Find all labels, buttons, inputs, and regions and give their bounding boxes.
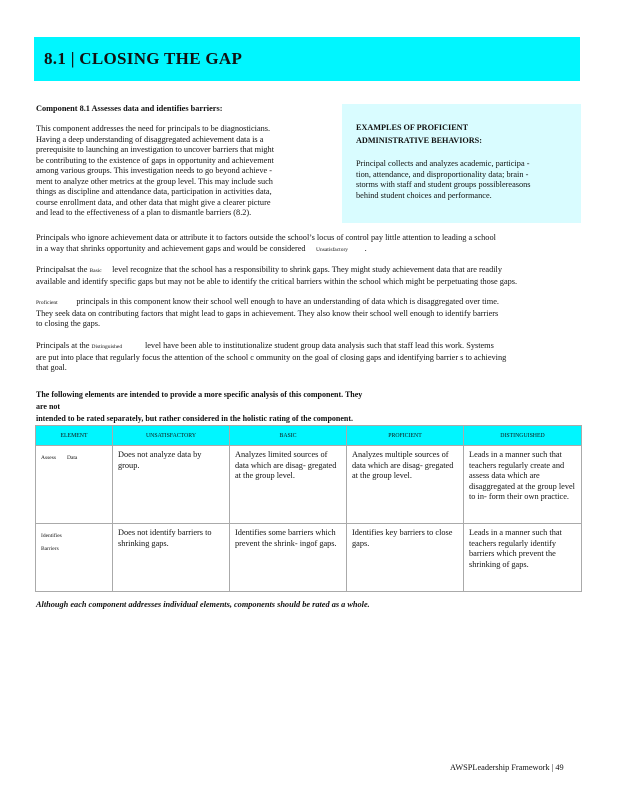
examples-body bbox=[356, 159, 567, 201]
para-line: They seek data on contributing factors that might lead to gaps in achievement. They also know their school well enough to identify barriers bbox=[36, 308, 499, 318]
intro-line: be contributing to the existence of gaps in opportunity and achievement bbox=[36, 155, 274, 165]
cell-basic: Identifies some barriers which prevent the shrink- ingof gaps. bbox=[230, 524, 347, 592]
para-line bbox=[36, 244, 586, 256]
para-line: Principals who ignore achievement data or attribute it to factors outside the school’s locus of control pay little attention to leading a school bbox=[36, 233, 496, 242]
para-text: level have been able to institutionalize student group data analysis such that staff lead this work. Systems bbox=[144, 341, 494, 350]
para-line: available and identify specific gaps but may not be able to identify the critical barriers within the school which might be perpetuating those gaps. bbox=[36, 276, 518, 286]
level-unsatisfactory: Unsatisfactory bbox=[315, 246, 349, 253]
examples-line: behind student choices and performance. bbox=[356, 190, 492, 200]
element-cell bbox=[36, 524, 113, 592]
footer-note: Although each component addresses individual elements, components should be rated as a whole. bbox=[36, 600, 370, 609]
para-text: level recognize that the school has a responsibility to shrink gaps. They might study achievement data that are readily bbox=[112, 265, 502, 274]
header-distinguished: DISTINGUISHED bbox=[464, 426, 582, 446]
intro-line: course enrollment data, and other data that might give a clearer picture bbox=[36, 197, 271, 207]
element-label: Assess Data bbox=[41, 455, 78, 461]
para-line: that goal. bbox=[36, 363, 67, 372]
header-basic: BASIC bbox=[230, 426, 347, 446]
examples-line: storms with staff and student groups possiblereasons bbox=[356, 180, 531, 189]
elements-note-line: The following elements are intended to provide a more specific analysis of this component. They are not bbox=[36, 390, 363, 411]
para-text: in a way that shrinks opportunity and achievement gaps and would be considered bbox=[36, 243, 306, 253]
para-line: are put into place that regularly focus the attention of the school c ommunity on the goal of closing gaps and identifying barrier s to achieving bbox=[36, 352, 507, 362]
header-element: ELEMENT bbox=[36, 426, 113, 446]
intro-line: things as discipline and attendance data, participation in activities data, bbox=[36, 187, 272, 196]
examples-title-line: EXAMPLES OF PROFICIENT bbox=[356, 123, 469, 132]
cell-distinguished: Leads in a manner such that teachers regularly create and assess data which are disaggregated at the group level to in- form their own practice. bbox=[464, 446, 582, 524]
intro-line: This component addresses the need for principals to be diagnosticians. bbox=[36, 124, 271, 133]
examples-box bbox=[342, 104, 581, 223]
cell-unsatisfactory: Does not analyze data by group. bbox=[113, 446, 230, 524]
para-line bbox=[36, 265, 586, 277]
elements-note-line: intended to be rated separately, but rather considered in the holistic rating of the component. bbox=[36, 414, 354, 423]
level-proficient: Proficient bbox=[36, 300, 58, 306]
intro-line: prerequisite to launching an investigation to uncover barriers that might bbox=[36, 145, 275, 154]
examples-line: tion, attendance, and disproportionality data; brain - bbox=[356, 169, 529, 179]
header-unsatisfactory: UNSATISFACTORY bbox=[113, 426, 230, 446]
table-header-row bbox=[36, 426, 582, 446]
examples-line: Principal collects and analyzes academic, participa - bbox=[356, 159, 530, 168]
para-line bbox=[36, 341, 586, 353]
cell-distinguished: Leads in a manner such that teachers regularly identify barriers which prevent the shrinking of gaps. bbox=[464, 524, 582, 592]
intro-line: ment to analyze other metrics at the group level. This may include such bbox=[36, 176, 273, 186]
table-row bbox=[36, 524, 582, 592]
element-cell bbox=[36, 446, 113, 524]
paragraph-unsatisfactory bbox=[36, 233, 586, 255]
para-line bbox=[36, 297, 586, 309]
header-proficient: PROFICIENT bbox=[347, 426, 464, 446]
section-title: 8.1 | CLOSING THE GAP bbox=[44, 49, 243, 68]
para-text: principals in this component know their school well enough to have an understanding of data which is disaggregated over time. bbox=[76, 297, 499, 306]
para-text: Principalsat the bbox=[36, 265, 88, 274]
elements-note bbox=[36, 389, 366, 425]
level-basic: Basic bbox=[89, 268, 102, 274]
intro-line: among various groups. This investigation needs to go beyond achieve - bbox=[36, 166, 273, 175]
para-text: . bbox=[364, 243, 367, 253]
table-row bbox=[36, 446, 582, 524]
page-footer: AWSPLeadership Framework | 49 bbox=[450, 763, 564, 772]
element-label: Barriers bbox=[41, 546, 59, 552]
para-line: to closing the gaps. bbox=[36, 319, 101, 328]
cell-unsatisfactory: Does not identify barriers to shrinking gaps. bbox=[113, 524, 230, 592]
element-label: Identifies bbox=[41, 533, 62, 539]
paragraph-distinguished bbox=[36, 341, 586, 374]
para-text: Principals at the bbox=[36, 341, 90, 350]
section-banner bbox=[34, 37, 580, 81]
intro-line: Having a deep understanding of disaggregated achievement data is a bbox=[36, 134, 264, 144]
examples-title bbox=[356, 122, 567, 147]
cell-proficient: Analyzes multiple sources of data which are disag- gregated at the group level. bbox=[347, 446, 464, 524]
paragraph-proficient bbox=[36, 297, 586, 330]
examples-title-line: ADMINISTRATIVE BEHAVIORS: bbox=[356, 135, 482, 145]
intro-paragraph bbox=[36, 124, 320, 219]
level-distinguished: Distinguished bbox=[91, 344, 123, 350]
cell-basic: Analyzes limited sources of data which are disag- gregated at the group level. bbox=[230, 446, 347, 524]
rubric-table bbox=[35, 425, 582, 592]
paragraph-basic bbox=[36, 265, 586, 287]
cell-proficient: Identifies key barriers to close gaps. bbox=[347, 524, 464, 592]
component-heading: Component 8.1 Assesses data and identifies barriers: bbox=[36, 104, 223, 113]
intro-line: and lead to the effectiveness of a plan to dismantle barriers (8.2). bbox=[36, 208, 252, 217]
